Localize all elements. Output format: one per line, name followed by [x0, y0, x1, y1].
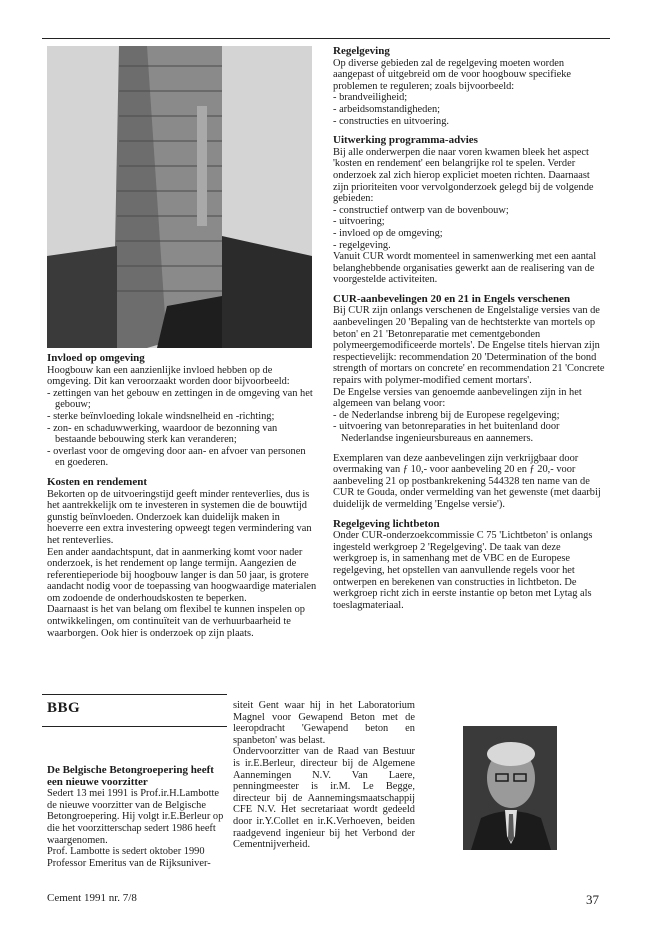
list-item: - brandveiligheid; — [333, 92, 605, 104]
bullet-list — [47, 388, 317, 469]
paragraph: Bekorten op de uitvoeringstijd geeft minder renteverlies, dus is het aantrekkelijk om te investeren in systemen die de bouwtijd gunstig beïnvloeden. Onderzoek kan duidelijk maken in hoeverre een extra investering opweegt tegen vermindering van het renteverlies. — [47, 488, 312, 546]
list-item: - invloed op de omgeving; — [333, 228, 605, 240]
list-item: - de Nederlandse inbreng bij de Europese regelgeving; — [333, 410, 605, 422]
paragraph: Prof. Lambotte is sedert oktober 1990 Professor Emeritus van de Rijksuniver- — [47, 846, 211, 869]
bullet-list — [333, 205, 605, 251]
bullet-list — [333, 410, 605, 445]
list-item: - zon- en schaduwwerking, waardoor de bezonning van bestaande bebouwing sterk kan veranderen; — [47, 423, 317, 446]
paragraph: Ondervoorzitter van de Raad van Bestuur is ir.E.Berleur, directeur bij de Algemene Aannemingen N.V. Van Laere, penningmeester is ir.M. Le Begge, directeur bij de Aannemingsmaatschappij CFE N.V. Het secretariaat wordt gedeeld door ir.Y.Collet en ir.K.Verhoeven, beiden raadgevend ingenieur bij het Verbond der Cementnijverheid. — [233, 746, 415, 851]
section-heading: Kosten en rendement — [47, 475, 148, 488]
list-item: - sterke beïnvloeding lokale windsnelheid en -richting; — [47, 411, 317, 423]
bbg-rule-bottom — [42, 726, 227, 727]
paragraph: Exemplaren van deze aanbevelingen zijn verkrijgbaar door overmaking van ƒ 10,- voor aanbeveling 20 en ƒ 20,- voor aanbeveling 21 op postbankrekening 544328 ten name van de CUR te Gouda, onder vermelding van het gewenste (met daarbij duidelijk de vermelding 'Engelse versie'). — [333, 452, 601, 510]
bbg-heading: De Belgische Betongroepering heeft een nieuwe voorzitter — [47, 764, 214, 788]
paragraph: Onder CUR-onderzoekcommissie C 75 'Lichtbeton' is onlangs ingesteld werkgroep 2 'Regelgeving'. De taak van deze werkgroep is, in samenhang met de VBC en de Europese regelgeving, het opstellen van aanvullende regels voor het ontwerpen en berekenen van constructies in lichtbeton. De werkgroep richt zich in eerste instantie op beton met Lytag als toeslagmateriaal. — [333, 530, 593, 611]
tower-photo — [47, 46, 312, 348]
portrait-photo — [463, 726, 557, 850]
top-rule — [42, 38, 610, 39]
list-item: - overlast voor de omgeving door aan- en afvoer van personen en goederen. — [47, 446, 317, 469]
list-item: - uitvoering; — [333, 216, 605, 228]
journal-footer: Cement 1991 nr. 7/8 — [47, 892, 137, 904]
list-item: - zettingen van het gebouw en zettingen in de omgeving van het gebouw; — [47, 388, 317, 411]
list-item: - regelgeving. — [333, 240, 605, 252]
section-heading: Regelgeving lichtbeton — [333, 517, 440, 530]
bbg-rule-top — [42, 694, 227, 695]
section-heading: Invloed op omgeving — [47, 352, 145, 364]
paragraph: Sedert 13 mei 1991 is Prof.ir.H.Lambotte de nieuwe voorzitter van de Belgische Betongroepering. Hij volgt ir.E.Berleur op die het voorzitterschap sedert 1986 heeft waargenomen. — [47, 788, 224, 846]
paragraph: Op diverse gebieden zal de regelgeving moeten worden aangepast of uitgebreid om de voor hoogbouw specifieke problemen te reguleren; zoals bijvoorbeeld: — [333, 57, 572, 92]
section-heading: Regelgeving — [333, 45, 390, 57]
left-column — [47, 353, 317, 639]
paragraph: Vanuit CUR wordt momenteel in samenwerking met een aantal belanghebbende organisaties gewerkt aan de realisering van de voorgestelde activiteiten. — [333, 251, 597, 286]
paragraph: Daarnaast is het van belang om flexibel te kunnen inspelen op ontwikkelingen, om continuïteit van de verhuurbaarheid te waarborgen. Ook hier is onderzoek op zijn plaats. — [47, 604, 305, 639]
section-heading: CUR-aanbevelingen 20 en 21 in Engels verschenen — [333, 292, 571, 305]
paragraph: Bij CUR zijn onlangs verschenen de Engelstalige versies van de aanbevelingen 20 'Bepaling van de hechtsterkte van mortels op beton' en 21 'Betonreparatie met cementgebonden polymeergemodificeerde mortels'. De Engelse titels hiervan zijn respectievelijk: recommendation 20 'Determination of the bond strength of mortars on concrete' en recommendation 21 'Concrete repairs with polymer-modified cement mortars'. — [333, 305, 605, 387]
paragraph: siteit Gent waar hij in het Laboratorium Magnel voor Gewapend Beton met de leeropdracht 'Gewapend beton en spanbeton' was belast. — [233, 700, 415, 746]
bullet-list — [333, 92, 605, 127]
list-item: - constructies en uitvoering. — [333, 116, 605, 128]
bbg-left-column — [47, 765, 229, 869]
list-item: - constructief ontwerp van de bovenbouw; — [333, 205, 605, 217]
bbg-middle-column — [233, 700, 415, 851]
bbg-label: BBG — [47, 700, 81, 716]
paragraph: Bij alle onderwerpen die naar voren kwamen bleek het aspect 'kosten en rendement' een belangrijke rol te spelen. Verder onderzoek zal zich hierop expliciet moeten richten. Daarnaast zijn prioriteiten voor vervolgonderzoek gelegd bij de volgende gebieden: — [333, 146, 594, 205]
paragraph: De Engelse versies van genoemde aanbevelingen zijn in het algemeen van belang voor: — [333, 386, 582, 410]
list-item: - arbeidsomstandigheden; — [333, 104, 605, 116]
section-heading: Uitwerking programma-advies — [333, 134, 478, 147]
page-number: 37 — [586, 892, 599, 907]
paragraph: Een ander aandachtspunt, dat in aanmerking komt voor nader onderzoek, is het rendement op lange termijn. Aangezien de referentieperiode bij hoogbouw langer is dan 50 jaar, is grotere aandacht nodig voor de toepassing van hoogwaardige materialen om zodoende de onderhoudskosten te beperken. — [47, 546, 317, 604]
paragraph: Hoogbouw kan een aanzienlijke invloed hebben op de omgeving. Dit kan veroorzaakt worden door bijvoorbeeld: — [47, 364, 290, 388]
list-item: - uitvoering van betonreparaties in het buitenland door Nederlandse ingenieursbureaus en aannemers. — [333, 421, 605, 444]
right-column — [333, 46, 605, 611]
